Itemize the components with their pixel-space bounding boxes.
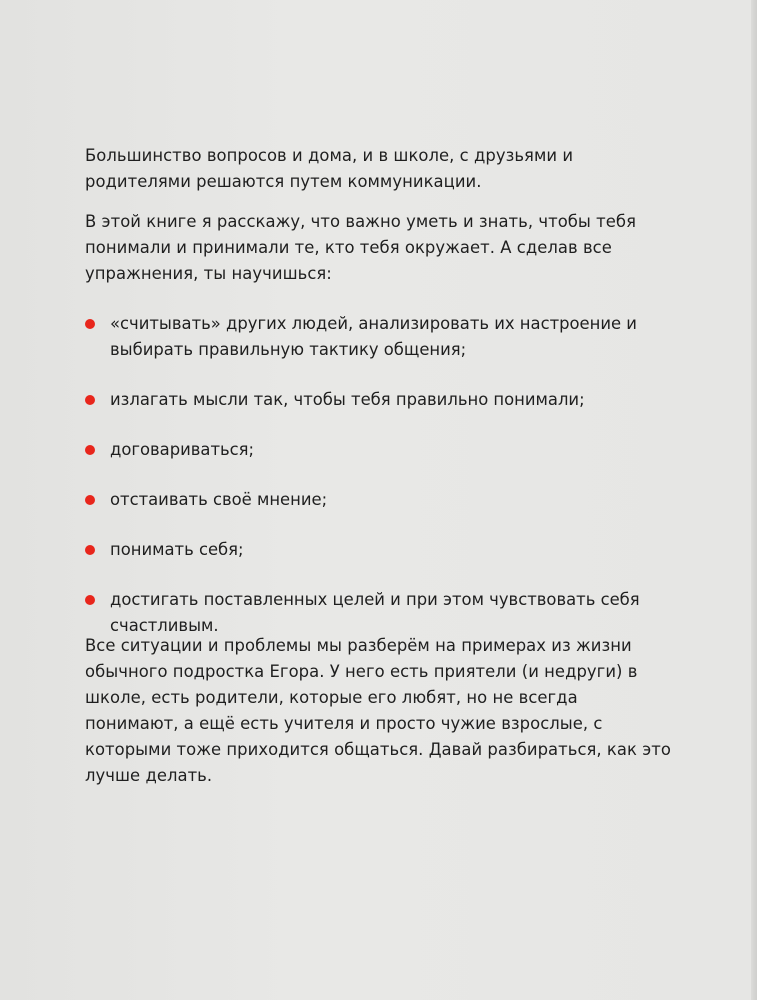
list-item [85, 387, 685, 413]
list-item-text: достигать поставленных целей и при этом чувствовать себя счастливым. [110, 590, 640, 635]
bullet-dot-icon [85, 545, 95, 555]
list-item-text: договариваться; [110, 440, 255, 459]
bullet-dot-icon [85, 445, 95, 455]
list-item [85, 587, 685, 639]
bullet-dot-icon [85, 395, 95, 405]
intro-paragraph: Большинство вопросов и дома, и в школе, с друзьями и родителями решаются путем коммуникации. [85, 146, 574, 191]
book-purpose-paragraph: В этой книге я расскажу, что важно уметь и знать, чтобы тебя понимали и принимали те, кто тебя окружает. А сделав все упражнения, ты научишься: [85, 212, 636, 283]
list-item [85, 487, 685, 513]
example-paragraph: Все ситуации и проблемы мы разберём на примерах из жизни обычного подростка Егора. У него есть приятели (и недруги) в школе, есть родители, которые его любят, но не всегда понимают, а ещё есть учителя и просто чужие взрослые, с которыми тоже приходится общаться. Давай разбираться, как это лучше делать. [85, 636, 671, 785]
bullet-dot-icon [85, 495, 95, 505]
list-item-text: отстаивать своё мнение; [110, 490, 328, 509]
list-item-text: понимать себя; [110, 540, 244, 559]
list-item [85, 311, 685, 363]
list-item-text: излагать мысли так, чтобы тебя правильно понимали; [110, 390, 585, 409]
skills-list [85, 311, 685, 639]
page-edge [751, 0, 757, 1000]
bullet-dot-icon [85, 595, 95, 605]
list-item [85, 437, 685, 463]
list-item-text: «считывать» других людей, анализировать их настроение и выбирать правильную тактику общения; [110, 314, 637, 359]
bullet-dot-icon [85, 319, 95, 329]
list-item [85, 537, 685, 563]
